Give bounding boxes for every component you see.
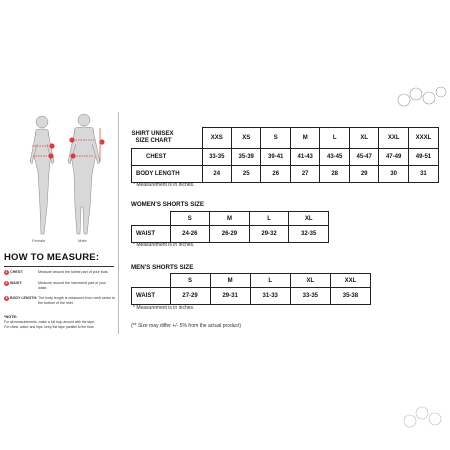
table-cell: 49-51 [408, 148, 438, 165]
marker-chest-male [69, 137, 74, 142]
table-cell: 24-26 [170, 226, 210, 243]
empty-cell [132, 274, 171, 288]
size-header: XXS [202, 128, 231, 149]
table-cell: 41-43 [290, 148, 319, 165]
table-cell: 31 [408, 165, 438, 182]
table-cell: 45-47 [349, 148, 378, 165]
size-header: XXXL [408, 128, 438, 149]
size-header: L [249, 212, 289, 226]
table-header-row [132, 212, 329, 226]
decorative-circles [396, 84, 448, 108]
shirt-note: * Measurement is in inches. [133, 182, 195, 188]
decorative-circles-bottom [402, 403, 448, 429]
row-label: WAIST [132, 288, 171, 305]
body-figures [20, 112, 110, 247]
table-row [132, 165, 439, 182]
size-header: L [250, 274, 290, 288]
shirt-title-line1: SHIRT UNISEX [131, 131, 174, 137]
mens-shorts-title: MEN'S SHORTS SIZE [131, 264, 194, 271]
size-header: XL [290, 274, 330, 288]
table-cell: 29-32 [249, 226, 289, 243]
table-header-row [132, 274, 371, 288]
notes-line: For all measurements, make a full loop around with the tape. [4, 320, 96, 324]
empty-cell [132, 212, 171, 226]
number-badge: 2 [5, 281, 8, 285]
table-cell: 32-35 [289, 226, 329, 243]
size-header: M [210, 274, 250, 288]
how-to-measure-title: HOW TO MEASURE: [4, 252, 100, 263]
size-header: S [170, 274, 210, 288]
table-row [132, 288, 371, 305]
table-cell: 26 [261, 165, 290, 182]
size-header: XS [231, 128, 260, 149]
table-row [132, 148, 439, 165]
marker-length-male [99, 139, 104, 144]
table-cell: 27 [290, 165, 319, 182]
howto-desc: The body length is measured from neck seam to the bottom of the shirt. [38, 296, 115, 305]
number-badge: 1 [5, 270, 8, 274]
marker-waist-male [70, 153, 75, 158]
size-header: XL [289, 212, 329, 226]
table-cell: 29-31 [210, 288, 250, 305]
size-header: S [261, 128, 290, 149]
howto-desc: Measure around the fullest part of your bust. [38, 270, 109, 274]
size-header: M [290, 128, 319, 149]
mens-note: * Measurement is in inches. [133, 305, 195, 311]
row-label: CHEST [132, 148, 203, 165]
female-figure [30, 116, 55, 234]
size-header: L [320, 128, 349, 149]
marker-waist [48, 153, 53, 158]
row-label: WAIST [132, 226, 171, 243]
mens-shorts-table [131, 273, 371, 305]
table-cell: 35-39 [231, 148, 260, 165]
table-cell: 31-33 [250, 288, 290, 305]
table-cell: 24 [202, 165, 231, 182]
howto-item-waist [4, 281, 116, 290]
size-header: XXL [330, 274, 370, 288]
size-footnote: (** Size may differ +/- 5% from the actual product) [131, 323, 242, 329]
howto-item-chest [4, 270, 116, 275]
table-cell: 47-49 [379, 148, 408, 165]
howto-key: WAIST: [10, 281, 23, 285]
how-to-underline [4, 266, 114, 267]
notes-title: *NOTE: [4, 315, 18, 319]
howto-key: CHEST: [10, 270, 23, 274]
table-cell: 33-35 [202, 148, 231, 165]
row-label: BODY LENGTH [132, 165, 203, 182]
size-header: XXL [379, 128, 408, 149]
marker-chest [49, 143, 54, 148]
size-header: S [170, 212, 210, 226]
body-figures-illustration [20, 112, 110, 240]
table-cell: 25 [231, 165, 260, 182]
table-cell: 39-41 [261, 148, 290, 165]
number-badge: 3 [5, 296, 8, 300]
howto-desc: Measure around the narrowest part of your waist. [38, 281, 107, 290]
male-label: Male [78, 238, 87, 243]
table-cell: 27-29 [170, 288, 210, 305]
table-cell: 28 [320, 165, 349, 182]
howto-key: BODY LENGTH: [10, 296, 38, 300]
table-row [132, 226, 329, 243]
vertical-divider [118, 112, 119, 334]
table-cell: 43-45 [320, 148, 349, 165]
male-figure [68, 114, 105, 234]
shirt-title-line2: SIZE CHART [135, 137, 172, 144]
womens-shorts-title: WOMEN'S SHORTS SIZE [131, 201, 204, 208]
table-cell: 26-29 [210, 226, 250, 243]
table-cell: 29 [349, 165, 378, 182]
womens-shorts-table [131, 211, 329, 243]
shirt-table-title [132, 128, 203, 149]
table-header-row [132, 128, 439, 149]
female-label: Female [32, 238, 46, 243]
womens-note: * Measurement is in inches. [133, 242, 195, 248]
table-cell: 30 [379, 165, 408, 182]
shirt-size-table [131, 127, 439, 183]
howto-item-length [4, 296, 116, 305]
notes-line: For chest, waist, and hips, keep the tape parallel to the floor. [4, 325, 95, 329]
size-header: M [210, 212, 250, 226]
table-cell: 35-38 [330, 288, 370, 305]
table-cell: 33-35 [290, 288, 330, 305]
size-header: XL [349, 128, 378, 149]
